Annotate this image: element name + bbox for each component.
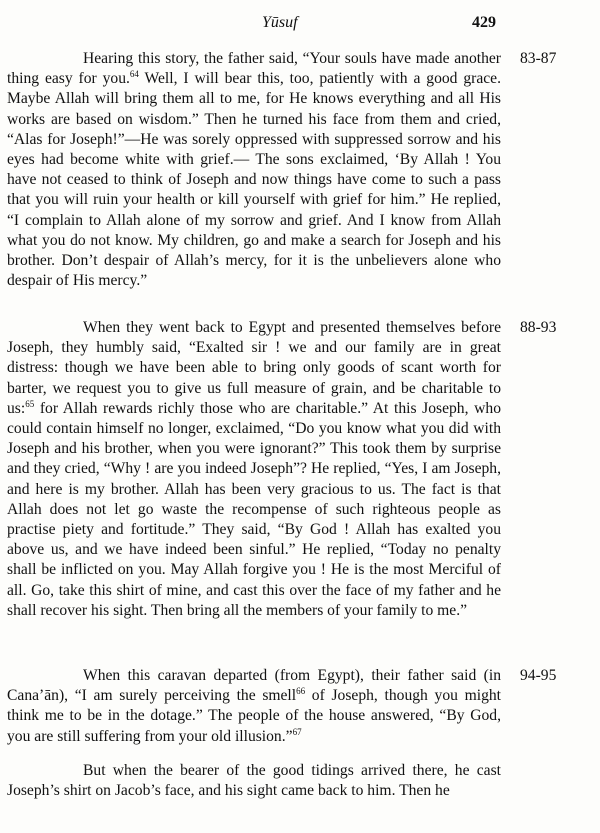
paragraph-text: Hearing this story, the father said, “Your souls have made another thing easy for you. [7,50,501,88]
running-title: Yūsuf [262,14,298,31]
paragraph-text: But when the bearer of the good tidings arrived there, he cast Joseph’s shirt on Jacob’s face, and his sight came back to him. Then he [7,762,501,800]
paragraph-continuation [7,761,501,801]
paragraph-text: When this caravan departed (from Egypt), their father said (in Cana’ān), “I am surely perceiving the smell [7,667,501,705]
footnote-marker: 64 [129,69,139,80]
paragraph-text: of Joseph, though you might think me to be in the dotage.” The people of the house answered, “By God, you are still suffering from your old illusion.” [7,687,501,745]
footnote-marker: 65 [25,398,35,409]
paragraph-text: Well, I will bear this, too, patiently with a good grace. Maybe Allah will bring them all to me, for He knows everything and all His works are based on wisdom.” Then he turned his face from them and cried, “Alas for Joseph!”—He was sorely oppressed with suppressed sorrow and his eyes had become white with grief.— The sons exclaimed, ‘By Allah ! You have not ceased to think of Joseph and now things have come to such a pass that you will ruin your health or kill yourself with grief for him.” He replied, “I complain to Allah alone of my sorrow and grief. And I know from Allah what you do not know. My children, go and make a search for Joseph and his brother. Don’t despair of Allah’s mercy, for it is the unbelievers alone who despair of His mercy.” [7,70,501,290]
verse-reference: 94-95 [520,667,557,684]
paragraph-verses-94-95 [7,666,501,747]
footnote-marker: 66 [296,686,306,697]
footnote-marker: 67 [292,726,302,737]
page-number: 429 [472,14,496,31]
paragraph-text: for Allah rewards richly those who are charitable.” At this Joseph, who could contain himself no longer, exclaimed, “Do you know what you did with Joseph and his brother, when you were ignorant?” This took them by surprise and they cried, “Why ! are you indeed Joseph”? He replied, “Yes, I am Joseph, and here is my brother. Allah has been very gracious to us. The fact is that Allah does not let go waste the recompense of such righteous people as practise piety and fortitude.” They said, “By God ! Allah has exalted you above us, and we have indeed been sinful.” He replied, “Today no penalty shall be inflicted on you. May Allah forgive you ! He is the most Merciful of all. Go, take this shirt of mine, and cast this over the face of my father and he shall recover his sight. Then bring all the members of your family to me.” [7,399,501,619]
paragraph-verses-83-87 [7,49,501,291]
page-header [0,14,600,36]
paragraph-text: When they went back to Egypt and presented themselves before Joseph, they humbly said, “Exalted sir ! we and our family are in great distress: though we have been able to bring only goods of scant worth for barter, we request you to give us full measure of grain, and be charitable to us: [7,319,501,417]
paragraph-verses-88-93 [7,318,501,621]
verse-reference: 83-87 [520,50,557,67]
verse-reference: 88-93 [520,319,557,336]
